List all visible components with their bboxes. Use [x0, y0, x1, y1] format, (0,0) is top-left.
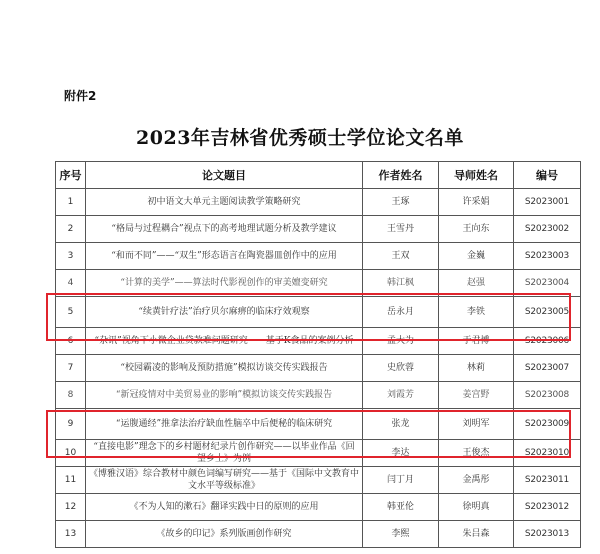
- row-number: 6: [56, 328, 86, 355]
- thesis-code: S2023013: [514, 521, 581, 548]
- thesis-title: “直接电影”理念下的乡村题材纪录片创作研究——以毕业作品《回望乡土》为例: [86, 440, 363, 467]
- advisor-name: 姜宫野: [439, 382, 514, 409]
- row-number: 7: [56, 355, 86, 382]
- advisor-name: 金禹彤: [439, 467, 514, 494]
- thesis-code: S2023003: [514, 243, 581, 270]
- thesis-code: S2023002: [514, 216, 581, 243]
- table-row-highlighted: [56, 297, 581, 328]
- advisor-name: 林莉: [439, 355, 514, 382]
- thesis-title: “新冠疫情对中美贸易业的影响”模拟访谈交传实践报告: [86, 382, 363, 409]
- column-header-number: 序号: [56, 162, 86, 189]
- table-row: [56, 382, 581, 409]
- document-title: 2023年吉林省优秀硕士学位论文名单: [136, 127, 464, 149]
- table-row: [56, 521, 581, 548]
- row-number: 13: [56, 521, 86, 548]
- thesis-title: “续黄针疗法”治疗贝尔麻痹的临床疗效观察: [86, 297, 363, 328]
- row-number: 10: [56, 440, 86, 467]
- table-row: [56, 440, 581, 467]
- row-number: 11: [56, 467, 86, 494]
- table-row: [56, 270, 581, 297]
- table-row: [56, 467, 581, 494]
- advisor-name: 李铁: [439, 297, 514, 328]
- author-name: 孟大为: [363, 328, 439, 355]
- advisor-name: 王俊杰: [439, 440, 514, 467]
- table-row: [56, 494, 581, 521]
- row-number: 4: [56, 270, 86, 297]
- author-name: 史欣蓉: [363, 355, 439, 382]
- thesis-title: “计算的美学”——算法时代影视创作的审美嬗变研究: [86, 270, 363, 297]
- table-row: [56, 243, 581, 270]
- row-number: 1: [56, 189, 86, 216]
- thesis-title: “格局与过程耦合”视点下的高考地理试题分析及教学建议: [86, 216, 363, 243]
- advisor-name: 朱吕森: [439, 521, 514, 548]
- thesis-title: “运腹通经”推拿法治疗缺血性脑卒中后便秘的临床研究: [86, 409, 363, 440]
- row-number: 8: [56, 382, 86, 409]
- thesis-title: “和而不同”——“双生”形态语言在陶瓷器皿创作中的应用: [86, 243, 363, 270]
- advisor-name: 赵强: [439, 270, 514, 297]
- author-name: 李达: [363, 440, 439, 467]
- advisor-name: 王向东: [439, 216, 514, 243]
- thesis-code: S2023011: [514, 467, 581, 494]
- thesis-code: S2023009: [514, 409, 581, 440]
- author-name: 张龙: [363, 409, 439, 440]
- author-name: 闫丁月: [363, 467, 439, 494]
- table-row: [56, 216, 581, 243]
- advisor-name: 刘明军: [439, 409, 514, 440]
- author-name: 刘霞芳: [363, 382, 439, 409]
- author-name: 王琢: [363, 189, 439, 216]
- advisor-name: 金巍: [439, 243, 514, 270]
- thesis-title: 《故乡的印记》系列版画创作研究: [86, 521, 363, 548]
- advisor-name: 徐明真: [439, 494, 514, 521]
- attachment-label: 附件2: [64, 89, 97, 103]
- advisor-name: 许采娟: [439, 189, 514, 216]
- thesis-title: 初中语文大单元主题阅读教学策略研究: [86, 189, 363, 216]
- thesis-title: 《博雅汉语》综合教材中颜色词编写研究——基于《国际中文教育中文水平等级标准》: [86, 467, 363, 494]
- row-number: 9: [56, 409, 86, 440]
- table-row: [56, 355, 581, 382]
- thesis-code: S2023008: [514, 382, 581, 409]
- advisor-name: 于君博: [439, 328, 514, 355]
- row-number: 12: [56, 494, 86, 521]
- thesis-list-table: [55, 161, 581, 548]
- column-header-author: 作者姓名: [363, 162, 439, 189]
- column-header-thesis-title: 论文题目: [86, 162, 363, 189]
- thesis-code: S2023012: [514, 494, 581, 521]
- author-name: 韩亚伦: [363, 494, 439, 521]
- thesis-title: 《不为人知的漱石》翻译实践中日的原则的应用: [86, 494, 363, 521]
- row-number: 2: [56, 216, 86, 243]
- table-row-highlighted: [56, 409, 581, 440]
- thesis-title: “杂讯”视角下小微企业贷款难问题研究——基于K食品的案例分析: [86, 328, 363, 355]
- thesis-code: S2023007: [514, 355, 581, 382]
- table-row: [56, 189, 581, 216]
- author-name: 岳永月: [363, 297, 439, 328]
- thesis-code: S2023010: [514, 440, 581, 467]
- table-row: [56, 328, 581, 355]
- author-name: 李熙: [363, 521, 439, 548]
- column-header-code: 编号: [514, 162, 581, 189]
- author-name: 王双: [363, 243, 439, 270]
- thesis-code: S2023005: [514, 297, 581, 328]
- row-number: 3: [56, 243, 86, 270]
- thesis-code: S2023004: [514, 270, 581, 297]
- thesis-title: “校园霸凌的影响及预防措施”模拟访谈交传实践报告: [86, 355, 363, 382]
- author-name: 韩江枫: [363, 270, 439, 297]
- table-header-row: [56, 162, 581, 189]
- thesis-code: S2023006: [514, 328, 581, 355]
- row-number: 5: [56, 297, 86, 328]
- author-name: 王雪丹: [363, 216, 439, 243]
- column-header-advisor: 导师姓名: [439, 162, 514, 189]
- thesis-code: S2023001: [514, 189, 581, 216]
